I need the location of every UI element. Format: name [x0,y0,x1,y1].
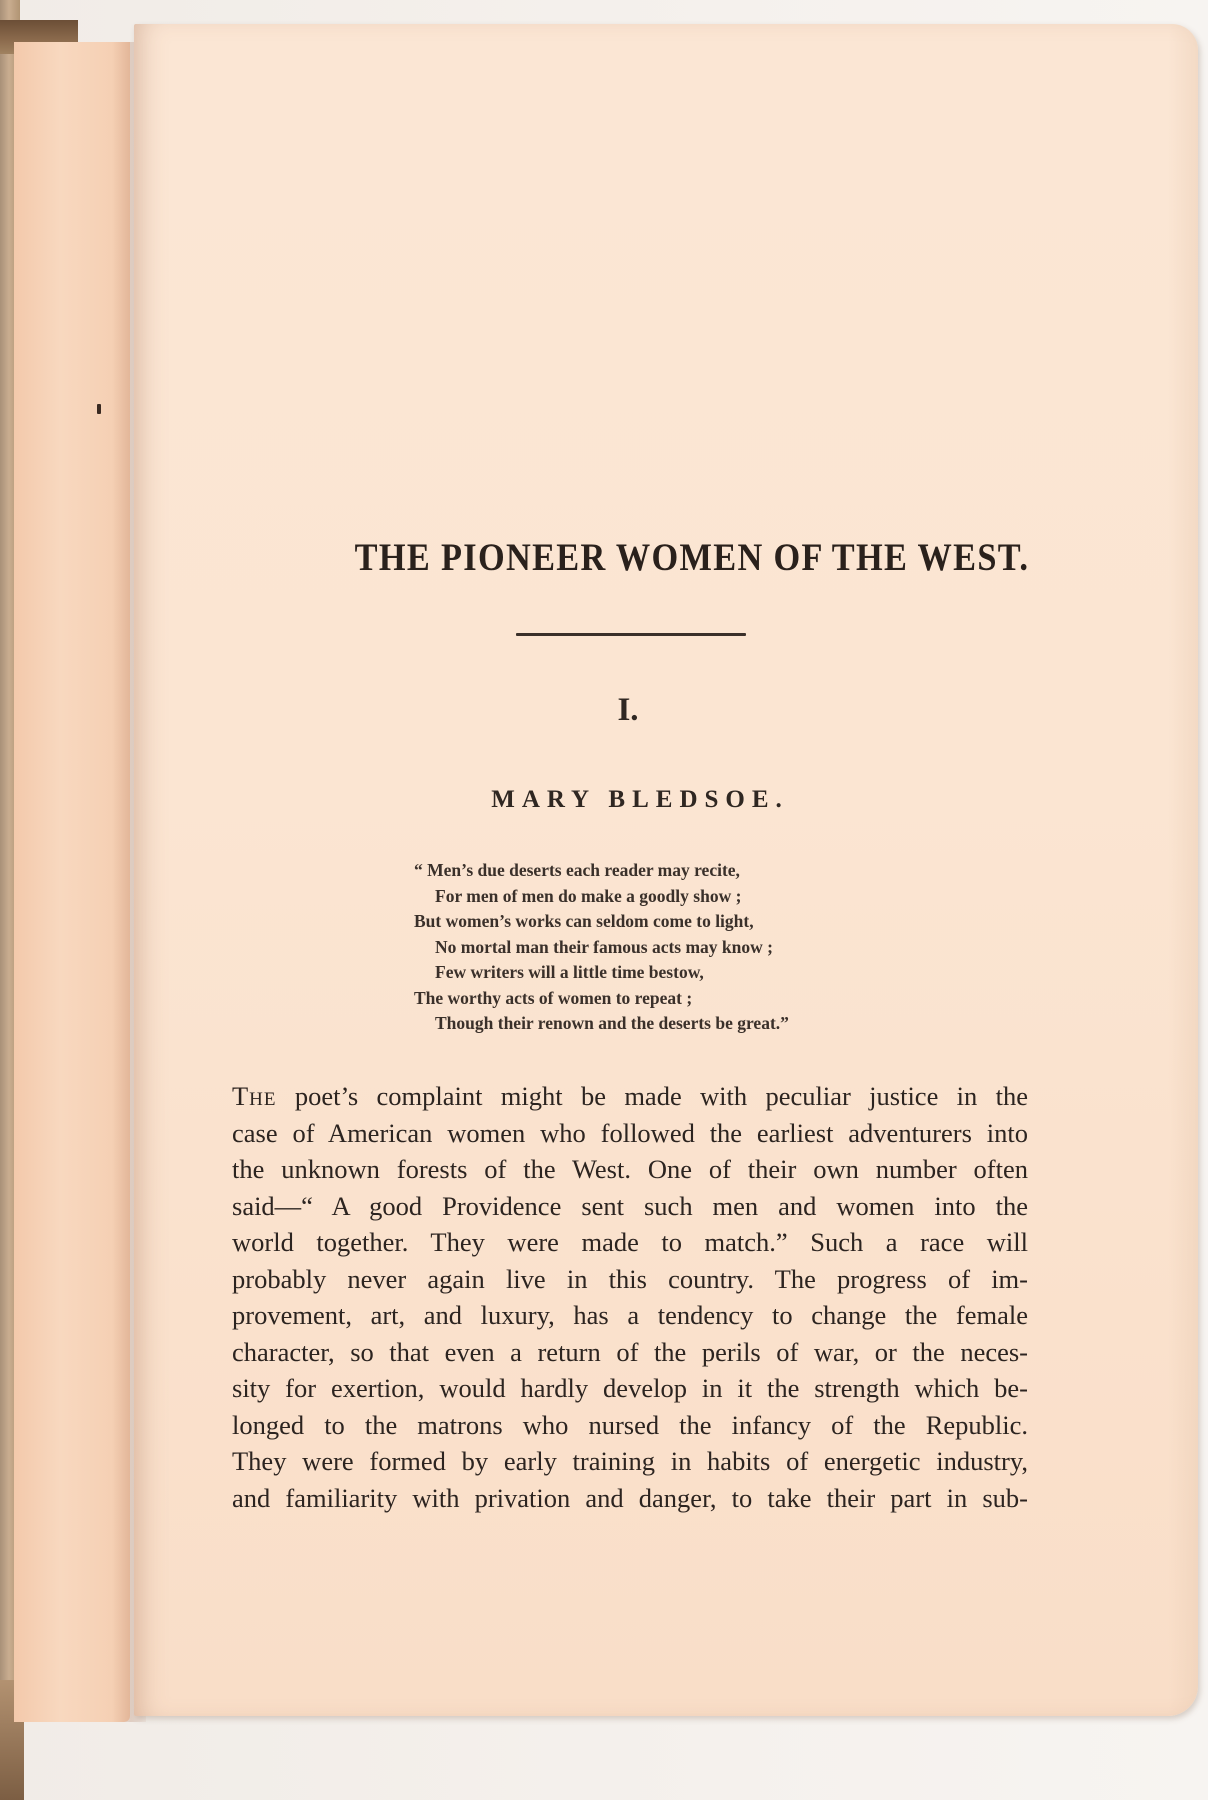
body-line: probably never again live in this country. The progress of im- [232,1263,1028,1294]
body-line: world together. They were made to match.” Such a race will [232,1227,1028,1257]
body-line: said—“ A good Providence sent such men and women into the [232,1190,1028,1221]
body-line: provement, art, and luxury, has a tendency to change the female [232,1300,1028,1330]
epigraph-line: “ Men’s due deserts each reader may recite, [414,860,740,880]
title-rule [516,633,746,636]
body-line: character, so that even a return of the perils of war, or the neces- [232,1336,1028,1367]
chapter-number: I. [617,692,639,728]
epigraph [410,858,930,1037]
body-line: sity for exertion, would hardly develop in it the strength which be- [232,1373,1028,1403]
body-line: They were formed by early training in habits of energetic industry, [232,1446,1028,1476]
body-line-text: poet’s complaint might be made with peculiar justice in the [276,1081,1028,1111]
page-mark [97,404,101,414]
body-line: and familiarity with privation and danger, to take their part in sub- [232,1482,1028,1513]
body-line [232,1078,1028,1115]
epigraph-line: Though their renown and the deserts be great.” [435,1013,789,1033]
chapter-subject: MARY BLEDSOE. [491,786,789,813]
epigraph-line: But women’s works can seldom come to light, [414,911,754,931]
epigraph-line: The worthy acts of women to repeat ; [414,987,693,1008]
body-line: the unknown forests of the West. One of their own number often [232,1154,1028,1184]
epigraph-line: No mortal man their famous acts may know ; [435,936,773,957]
body-line: longed to the matrons who nursed the infancy of the Republic. [232,1409,1028,1440]
drop-word: The [232,1081,277,1111]
epigraph-line: For men of men do make a goodly show ; [435,885,742,906]
epigraph-line: Few writers will a little time bestow, [435,962,704,982]
page-title: THE PIONEER WOMEN OF THE WEST. [354,536,1030,579]
body-line: case of American women who followed the earliest adventurers into [232,1117,1028,1148]
body-paragraph [232,1078,1028,1516]
